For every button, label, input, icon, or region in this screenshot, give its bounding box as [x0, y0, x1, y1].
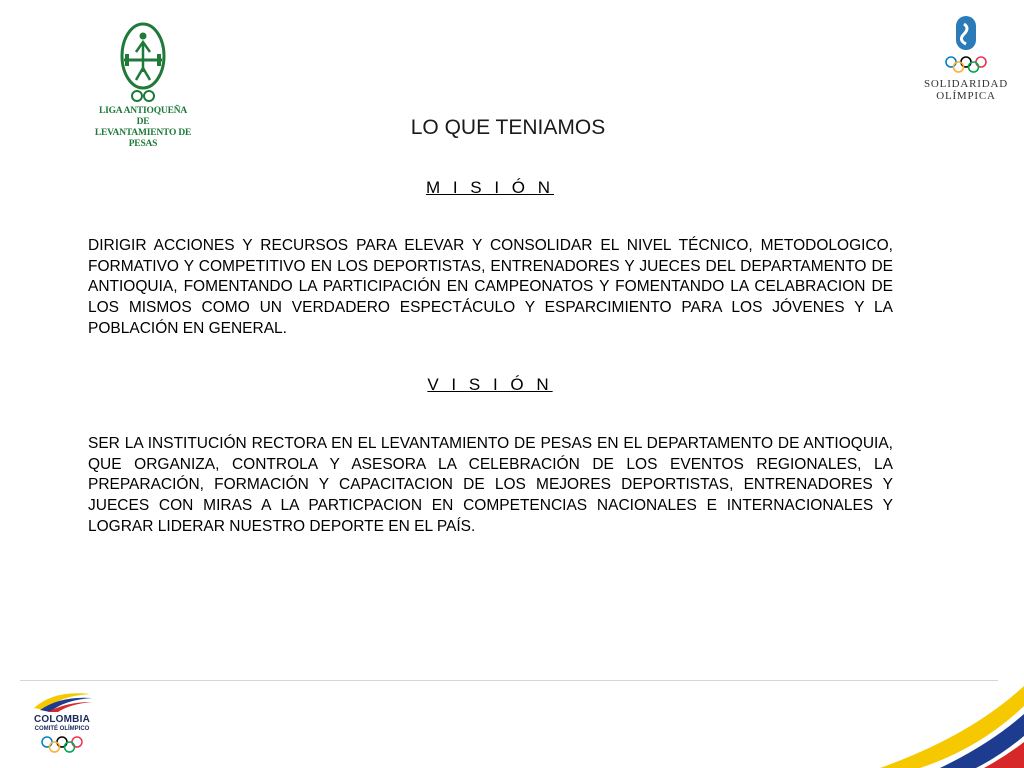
colombia-olympic-logo	[26, 688, 98, 760]
colombia-flag-swoosh-icon	[880, 686, 1024, 768]
colombia-subtitle: COMITÉ OLÍMPICO	[34, 726, 90, 732]
solidaridad-line-1: SOLIDARIDAD	[924, 78, 1008, 90]
colombia-olympic-committee-icon	[30, 688, 94, 712]
mision-text: DIRIGIR ACCIONES Y RECURSOS PARA ELEVAR Y CONSOLIDAR EL NIVEL TÉCNICO, METODOLOGICO, FORMATIVO Y COMPETITIVO EN LOS DEPORTISTAS, ENTRENADORES Y JUECES DEL DEPARTAMENTO DE ANTIOQUIA, FOMENTANDO LA PARTICIPACIÓN EN CAMPEONATOS Y FOMENTANDO LA CELABRACION DE LOS MISMOS COMO UN VERDADERO ESPECTÁCULO Y ESPARCIMIENTO PARA LOS JÓVENES Y LA POBLACIÓN EN GENERAL.	[88, 237, 893, 337]
solidaridad-logo-text	[920, 78, 1012, 102]
liga-line-2: LEVANTAMIENTO DE PESAS	[94, 128, 192, 149]
solidaridad-olimpica-logo	[920, 14, 1012, 106]
solidaridad-line-2: OLÍMPICA	[936, 90, 996, 102]
slide-title: LO QUE TENIAMOS	[410, 116, 606, 139]
mision-heading: M I S I Ó N	[425, 178, 555, 197]
olympic-rings-small-icon	[40, 736, 84, 754]
colombia-name: COLOMBIA	[33, 714, 91, 725]
liga-line-1: LIGA ANTIOQUEÑA DE	[98, 106, 188, 127]
vision-text: SER LA INSTITUCIÓN RECTORA EN EL LEVANTAMIENTO DE PESAS EN EL DEPARTAMENTO DE ANTIOQUIA, QUE ORGANIZA, CONTROLA Y ASESORA LA CELEBRACIÓN DE LOS EVENTOS REGIONALES, LA PREPARACIÓN, FORMACIÓN Y CAPACITACION DE LOS MEJORES DEPORTISTAS, ENTRENADORES Y JUECES CON MIRAS A LA PARTICPACION EN COMPETENCIAS NACIONALES E INTERNACIONALES Y LOGRAR LIDERAR NUESTRO DEPORTE EN EL PAÍS.	[88, 435, 893, 535]
olympic-rings-icon	[942, 14, 992, 76]
footer-divider	[20, 680, 998, 681]
weightlifter-emblem-icon	[118, 22, 168, 104]
vision-heading: V I S I Ó N	[427, 375, 553, 394]
